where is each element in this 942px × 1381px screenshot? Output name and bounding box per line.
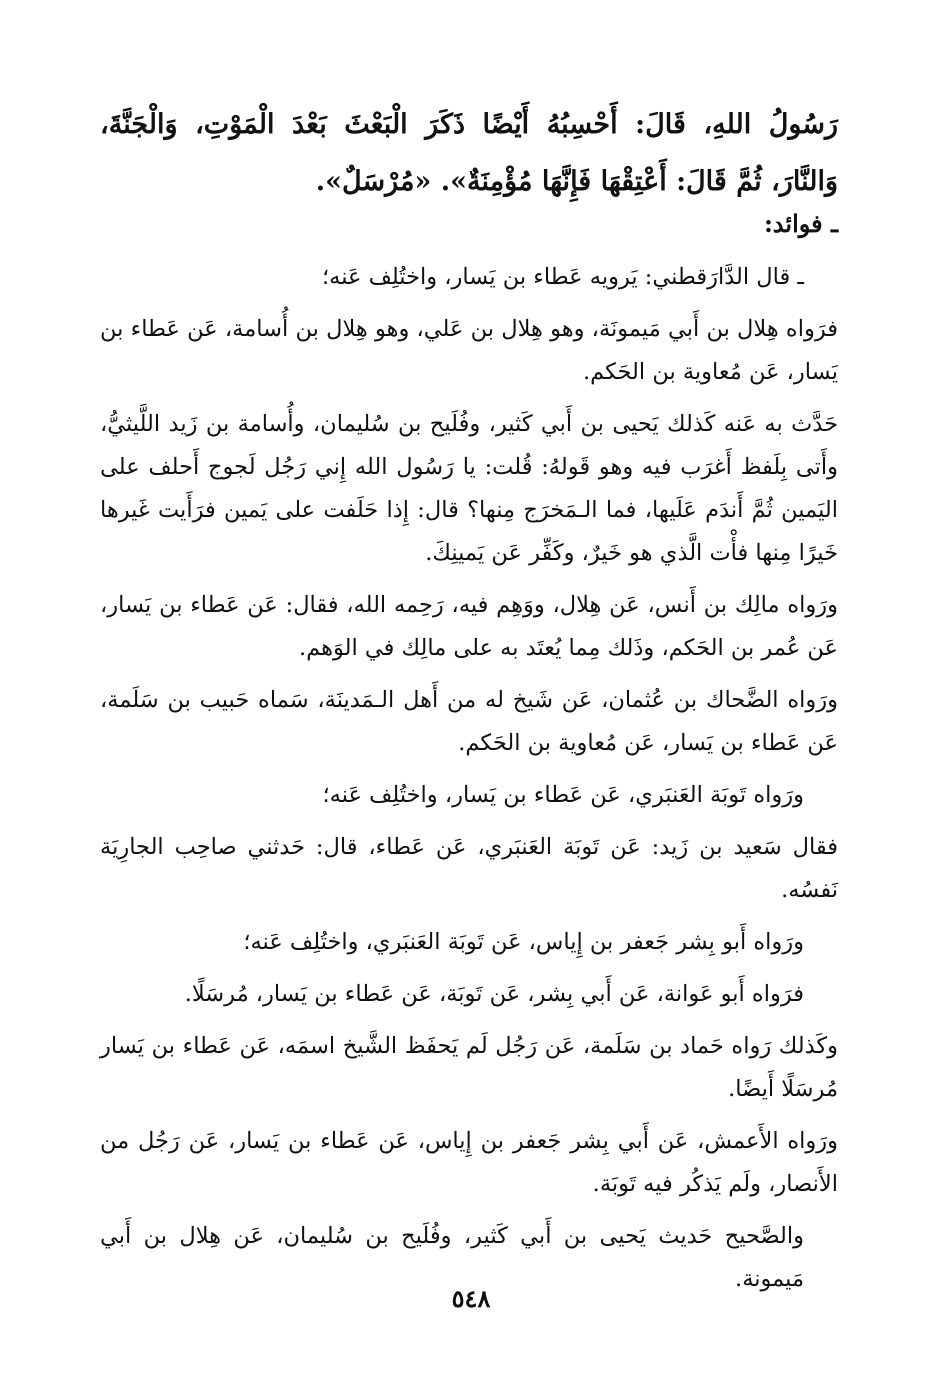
- paragraph: ورَواه أَبو بِشر جَعفر بن إِياس، عَن تَوبَة العَنبَري، واختُلِف عَنه؛: [243, 929, 804, 955]
- paragraph: حَدَّث به عَنه كَذلك يَحيى بن أَبي كَثير، وفُلَيح بن سُليمان، وأُسامة بن زَيد اللَّيثيُّ، وأَتى بِلَفظ أَغرَب فيه وهو قَولهُ: قُلت: يا رَسُول الله إِني رَجُل لَجوج أَحلف على اليَمين ثُمَّ أَندَم عَلَيها، فما الـمَخرَج مِنها؟ قال: إِذا حَلَفت على يَمين فرَأَيت غَيرها خَيرًا مِنها فأْت الَّذي هو خَيرٌ، وكَفِّر عَن يَمينِكَ.: [100, 411, 838, 566]
- section-heading: ـ فوائد:: [763, 209, 838, 238]
- paragraph: ـ قال الدَّارَقطني: يَرويه عَطاء بن يَسار، واختُلِف عَنه؛: [321, 264, 804, 290]
- paragraph: فرَواه أَبو عَوانة، عَن أَبي بِشر، عَن تَوبَة، عَن عَطاء بن يَسار، مُرسَلًا.: [184, 981, 804, 1007]
- paragraph: ورَواه الأَعمش، عَن أَبي بِشر جَعفر بن إِياس، عَن عَطاء بن يَسار، عَن رَجُل من الأَنصار، ولَم يَذكُر فيه تَوبَة.: [100, 1128, 838, 1197]
- paragraph: ورَواه مالِك بن أَنس، عَن هِلال، ووَهِم فيه، رَحِمه الله، فقال: عَن عَطاء بن يَسار، عَن عُمر بن الحَكم، وذَلك مِما يُعتَد به على مالِك في الوَهم.: [100, 592, 838, 661]
- paragraph: ورَواه الضَّحاك بن عُثمان، عَن شَيخ له من أَهل الـمَدينَة، سَماه حَبيب بن سَلَمة، عَن عَطاء بن يَسار، عَن مُعاوية بن الحَكم.: [100, 687, 838, 756]
- page-number: ٥٤٨: [451, 1284, 491, 1313]
- paragraph: فقال سَعيد بن زَيد: عَن تَوبَة العَنبَري، عَن عَطاء، قال: حَدثني صاحِب الجارِيَة نَفسُه.: [100, 834, 838, 903]
- commentary-body: [100, 256, 838, 1310]
- hadith-text-content: رَسُولُ اللهِ، قَالَ: أَحْسِبُهُ أَيْضًا ذَكَرَ الْبَعْثَ بَعْدَ الْمَوْتِ، وَالْجَنَّةَ، وَالنَّارَ، ثُمَّ قَالَ: أَعْتِقْهَا فَإِنَّهَا مُؤْمِنَةٌ». «مُرْسَلٌ».: [100, 109, 838, 197]
- paragraph: وكَذلك رَواه حَماد بن سَلَمة، عَن رَجُل لَم يَحفَظ الشَّيخ اسمَه، عَن عَطاء بن يَسار مُرسَلًا أَيضًا.: [100, 1033, 838, 1102]
- paragraph: والصَّحيح حَديث يَحيى بن أَبي كَثير، وفُلَيح بن سُليمان، عَن هِلال بن أَبي مَيمونة.: [100, 1223, 804, 1292]
- paragraph: فرَواه هِلال بن أَبي مَيمونَة، وهو هِلال بن عَلي، وهو هِلال بن أُسامة، عَن عَطاء بن يَسار، عَن مُعاوية بن الحَكم.: [100, 316, 838, 385]
- hadith-text: [100, 96, 838, 210]
- paragraph: ورَواه تَوبَة العَنبَري، عَن عَطاء بن يَسار، واختُلِف عَنه؛: [322, 782, 804, 808]
